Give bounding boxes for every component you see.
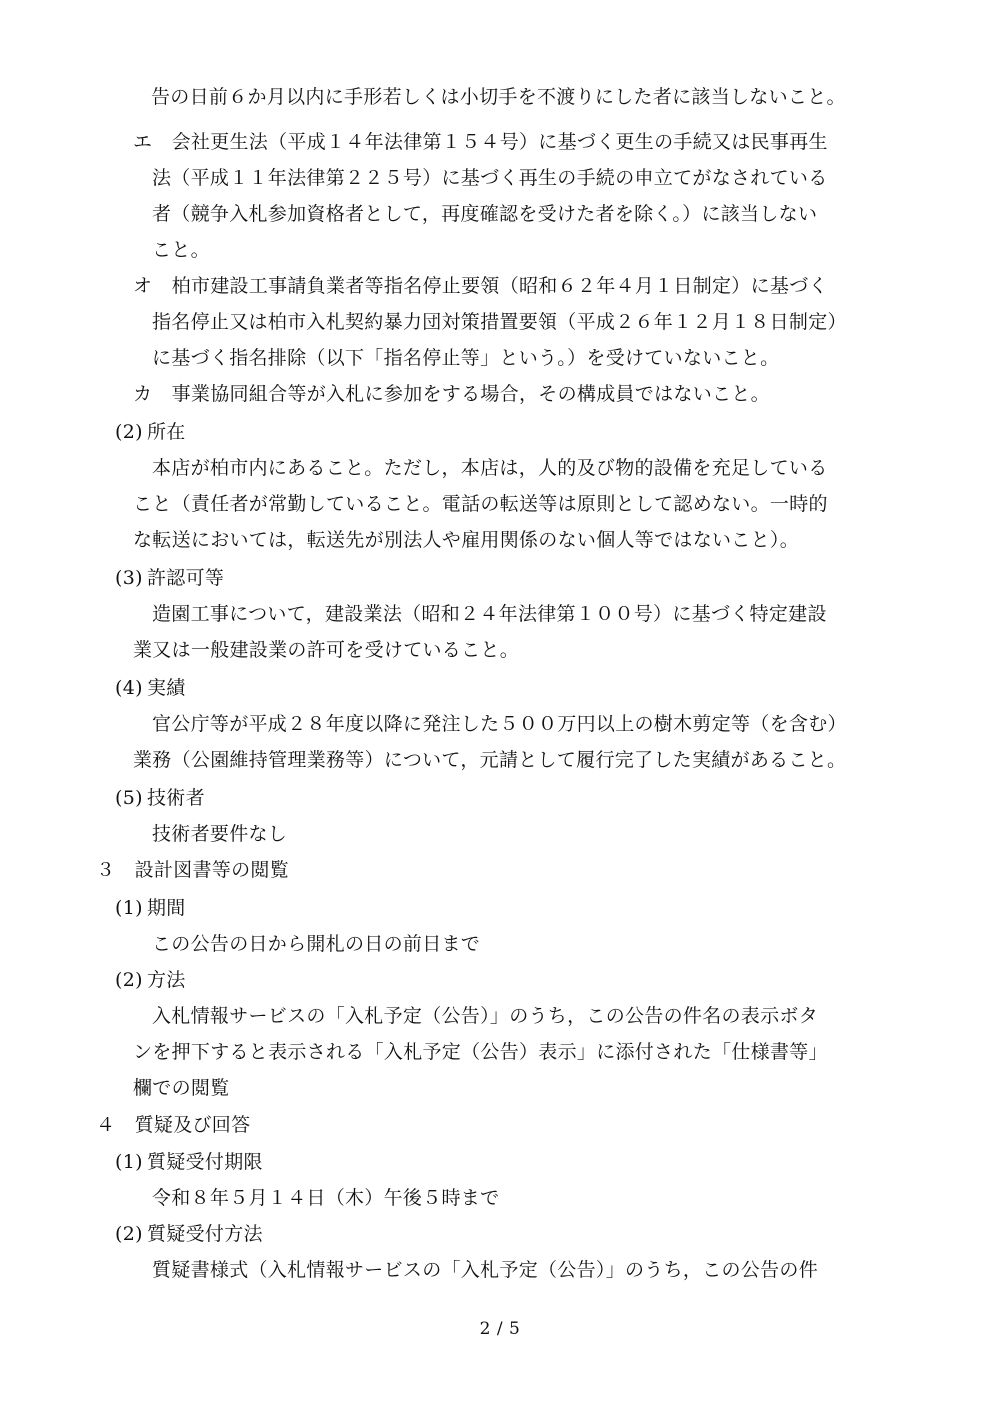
text-line: に基づく指名排除（以下「指名停止等」という。）を受けていないこと。: [152, 347, 780, 369]
subsection-title: 質疑受付期限: [147, 1151, 263, 1173]
subsection-heading: [115, 968, 186, 992]
text-line: 令和８年５月１４日（木）午後５時まで: [152, 1187, 500, 1209]
subsection-heading: [115, 676, 186, 700]
subsection-number: (4): [115, 677, 143, 699]
text-line: な転送においては，転送先が別法人や雇用関係のない個人等ではないこと）。: [133, 529, 800, 551]
subsection-heading: [115, 1222, 263, 1246]
subsection-heading: [115, 786, 205, 810]
subsection-number: (2): [115, 421, 143, 443]
text-line: こと。: [152, 239, 210, 261]
subsection-number: (1): [115, 897, 143, 919]
text-line: 業務（公園維持管理業務等）について，元請として履行完了した実績があること。: [133, 749, 847, 771]
subsection-title: 技術者: [147, 787, 205, 809]
subsection-number: (2): [115, 969, 143, 991]
subsection-heading: [115, 420, 186, 444]
text-line: 本店が柏市内にあること。ただし，本店は，人的及び物的設備を充足している: [152, 457, 828, 479]
subsection-title: 実績: [147, 677, 186, 699]
subsection-title: 所在: [147, 421, 186, 443]
text-line: 業又は一般建設業の許可を受けていること。: [133, 639, 520, 661]
list-item-ka: カ 事業協同組合等が入札に参加をする場合，その構成員ではないこと。: [133, 383, 770, 405]
text-line: 技術者要件なし: [152, 823, 288, 845]
subsection-title: 期間: [147, 897, 186, 919]
list-item-e: エ 会社更生法（平成１４年法律第１５４号）に基づく更生の手続又は民事再生: [133, 131, 828, 153]
list-item-o: オ 柏市建設工事請負業者等指名停止要領（昭和６２年４月１日制定）に基づく: [133, 275, 828, 297]
text-line: 官公庁等が平成２８年度以降に発注した５００万円以上の樹木剪定等（を含む）: [152, 713, 847, 735]
text-line: 者（競争入札参加資格者として，再度確認を受けた者を除く。）に該当しない: [152, 203, 818, 225]
text-line: 告の日前６か月以内に手形若しくは小切手を不渡りにした者に該当しないこと。: [151, 86, 846, 108]
text-line: 欄での閲覧: [133, 1077, 230, 1099]
text-line: ンを押下すると表示される「入札予定（公告）表示」に添付された「仕様書等」: [133, 1041, 828, 1063]
subsection-heading: [115, 896, 186, 920]
text-line: こと（責任者が常勤していること。電話の転送等は原則として認めない。一時的: [133, 493, 828, 515]
subsection-title: 許認可等: [147, 567, 225, 589]
subsection-title: 質疑受付方法: [147, 1223, 263, 1245]
text-line: 造園工事について，建設業法（昭和２４年法律第１００号）に基づく特定建設: [152, 603, 827, 625]
section-heading: ４ 質疑及び回答: [96, 1114, 251, 1136]
text-line: この公告の日から開札の日の前日まで: [152, 933, 481, 955]
page-number: 2 / 5: [479, 1319, 521, 1339]
text-line: 指名停止又は柏市入札契約暴力団対策措置要領（平成２６年１２月１８日制定）: [152, 311, 847, 333]
subsection-number: (3): [115, 567, 143, 589]
subsection-number: (1): [115, 1151, 143, 1173]
subsection-title: 方法: [147, 969, 186, 991]
text-line: 法（平成１１年法律第２２５号）に基づく再生の手続の申立てがなされている: [152, 167, 828, 189]
text-line: 入札情報サービスの「入札予定（公告）」のうち，この公告の件名の表示ボタ: [152, 1005, 819, 1027]
subsection-heading: [115, 1150, 263, 1174]
section-heading: ３ 設計図書等の閲覧: [96, 859, 290, 881]
text-line: 質疑書様式（入札情報サービスの「入札予定（公告）」のうち，この公告の件: [152, 1259, 819, 1281]
subsection-number: (5): [115, 787, 143, 809]
subsection-heading: [115, 566, 224, 590]
subsection-number: (2): [115, 1223, 143, 1245]
